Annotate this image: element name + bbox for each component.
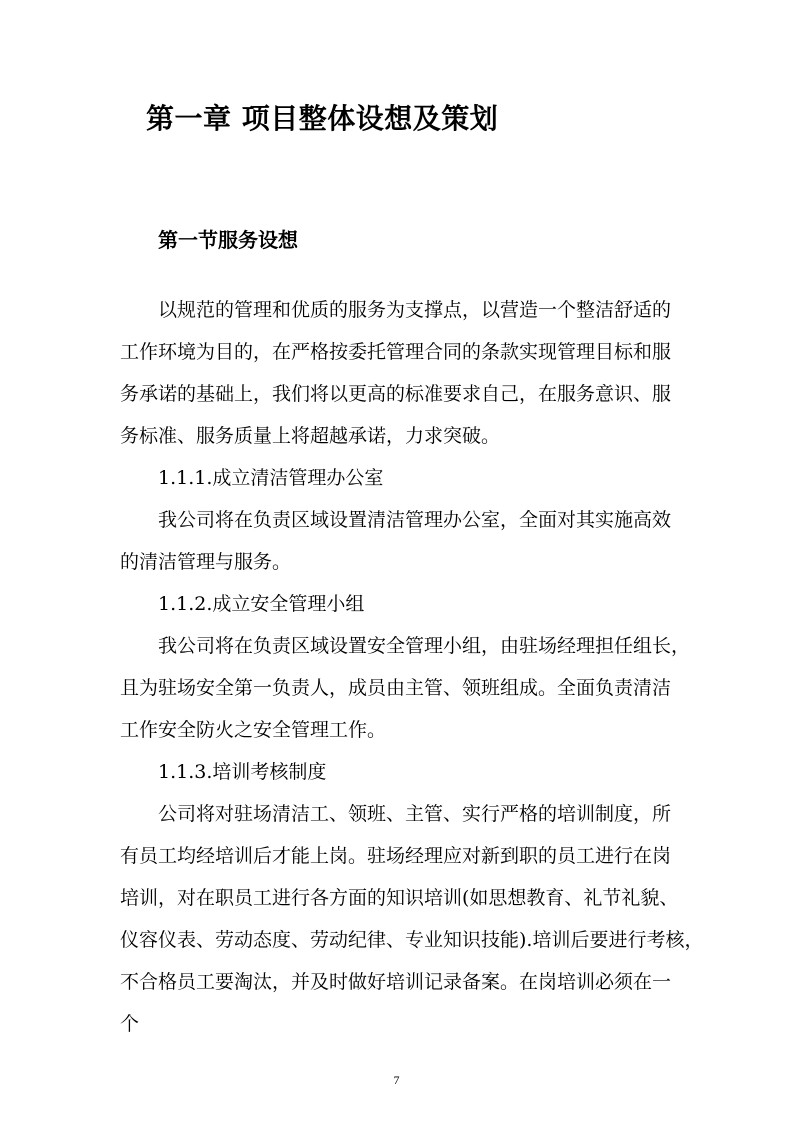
section-title: 第一节服务设想: [158, 228, 298, 252]
para-113-line-5: 不合格员工要淘汰，并及时做好培训记录备案。在岗培训必须在一: [120, 971, 672, 993]
intro-line-4: 务标准、服务质量上将超越承诺，力求突破。: [120, 425, 501, 447]
para-112-line-2: 且为驻场安全第一负责人，成员由主管、领班组成。全面负责清洁: [120, 677, 672, 699]
para-111-line-2: 的清洁管理与服务。: [120, 551, 292, 573]
chapter-title: 第一章 项目整体设想及策划: [146, 102, 499, 135]
para-113-line-4: 仪容仪表、劳动态度、劳动纪律、专业知识技能).培训后要进行考核，: [120, 929, 704, 951]
intro-line-2: 工作环境为目的，在严格按委托管理合同的条款实现管理目标和服: [120, 341, 672, 363]
intro-line-3: 务承诺的基础上，我们将以更高的标准要求自己，在服务意识、服: [120, 383, 672, 405]
para-113-line-1: 公司将对驻场清洁工、领班、主管、实行严格的培训制度，所: [158, 803, 672, 825]
subsection-heading-1-1-3: 1.1.3.培训考核制度: [158, 761, 327, 783]
para-111-line-1: 我公司将在负责区域设置清洁管理办公室，全面对其实施高效: [158, 509, 672, 531]
para-113-line-2: 有员工均经培训后才能上岗。驻场经理应对新到职的员工进行在岗: [120, 845, 672, 867]
subsection-heading-1-1-2: 1.1.2.成立安全管理小组: [158, 593, 365, 615]
intro-line-1: 以规范的管理和优质的服务为支撑点，以营造一个整洁舒适的: [158, 299, 672, 321]
para-113-line-3: 培训，对在职员工进行各方面的知识培训(如思想教育、礼节礼貌、: [120, 887, 679, 909]
para-113-line-6: 个: [120, 1013, 140, 1035]
para-112-line-3: 工作安全防火之安全管理工作。: [120, 719, 387, 741]
subsection-heading-1-1-1: 1.1.1.成立清洁管理办公室: [158, 467, 384, 489]
para-112-line-1: 我公司将在负责区域设置安全管理小组，由驻场经理担任组长，: [158, 635, 691, 657]
page-number: 7: [393, 1073, 400, 1087]
